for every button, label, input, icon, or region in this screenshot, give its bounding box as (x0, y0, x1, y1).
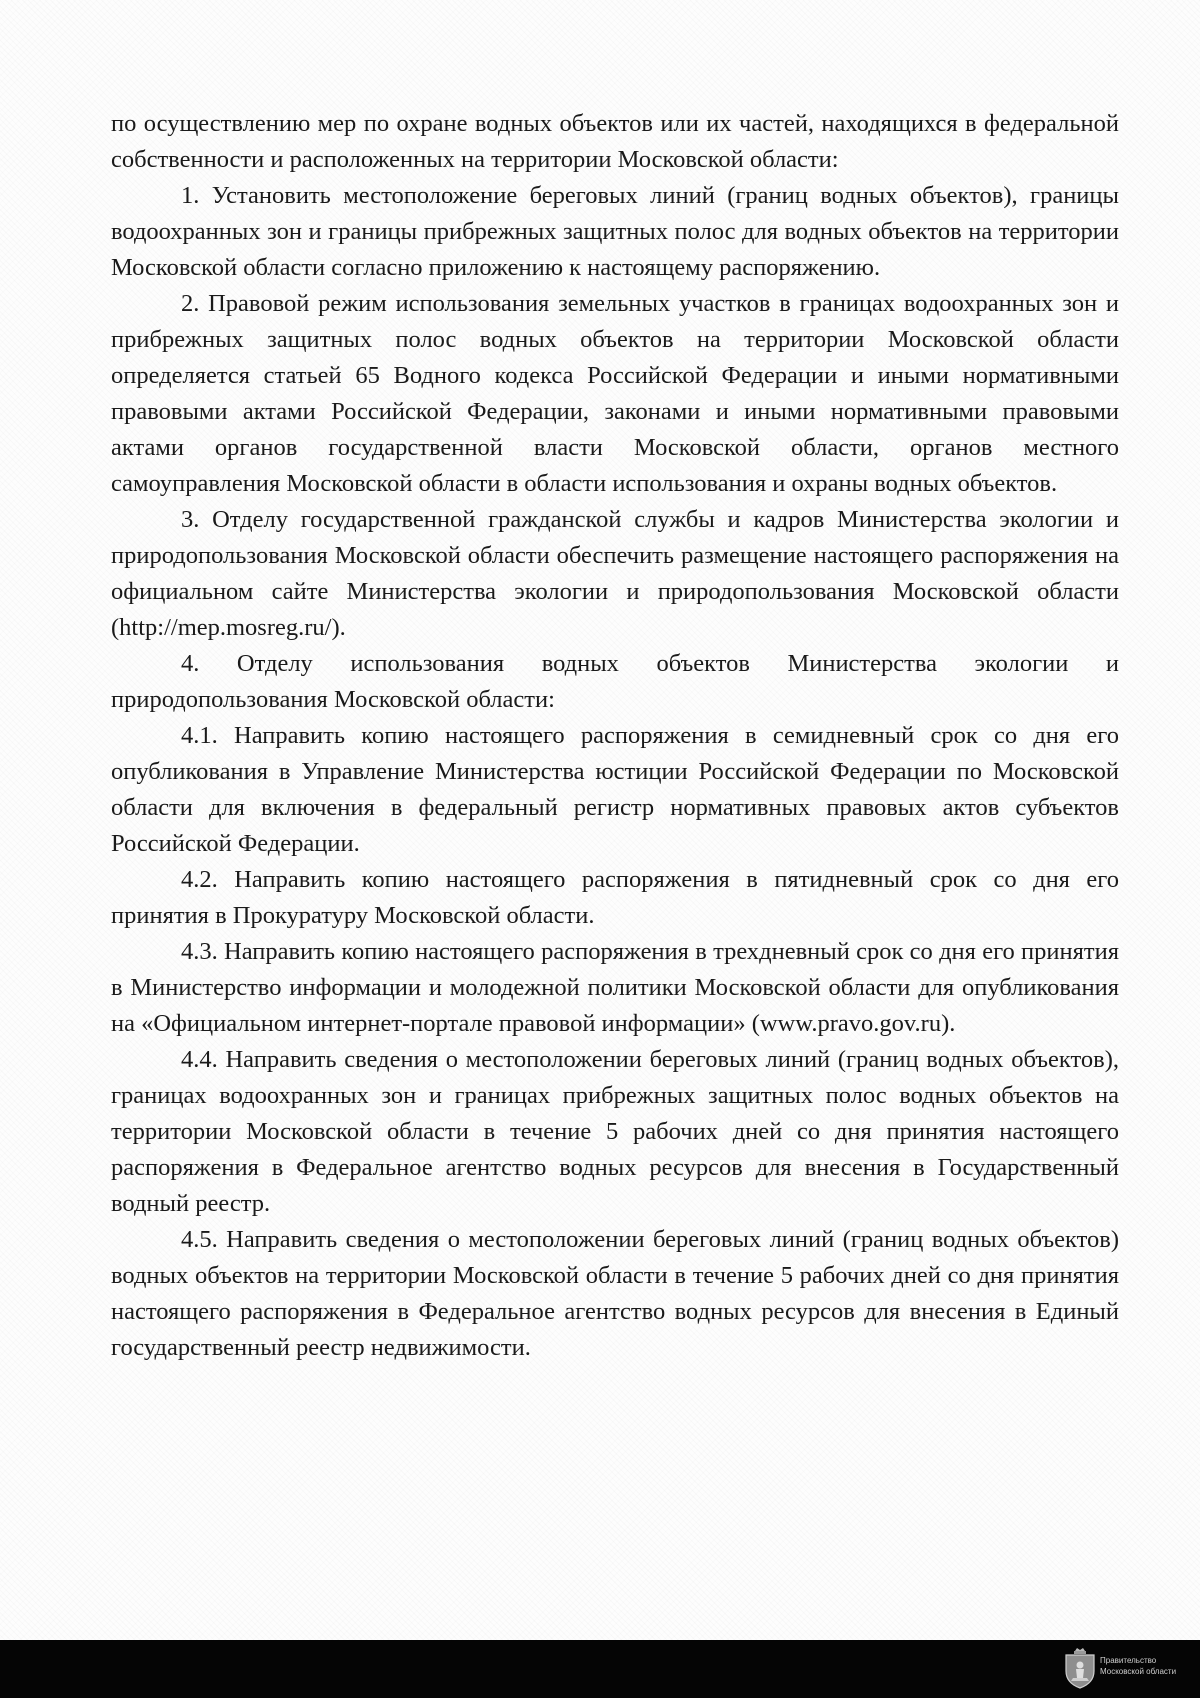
footer-caption-line-2: Московской области (1100, 1667, 1177, 1676)
paragraph-item-4-1: 4.1. Направить копию настоящего распоряжения в семидневный срок со дня его опубликования в Управление Министерства юстиции Российской Федерации по Московской области для включения в федеральный регистр нормативных правовых актов субъектов Российской Федерации. (111, 722, 1119, 857)
paragraph-item-4: 4. Отделу использования водных объектов Министерства экологии и природопользования Московской области: (111, 650, 1119, 713)
paragraph-item-1: 1. Установить местоположение береговых линий (границ водных объектов), границы водоохранных зон и границы прибрежных защитных полос для водных объектов на территории Московской области согласно приложению к настоящему распоряжению. (111, 182, 1119, 281)
paragraph-intro-continuation: по осуществлению мер по охране водных объектов или их частей, находящихся в федеральной собственности и расположенных на территории Московской области: (111, 110, 1119, 173)
footer-bar (0, 1640, 1200, 1698)
footer-caption-line-1: Правительство (1100, 1656, 1157, 1665)
paragraph-item-4-5: 4.5. Направить сведения о местоположении береговых линий (границ водных объектов) водных объектов на территории Московской области в течение 5 рабочих дней со дня принятия настоящего распоряжения в Федеральное агентство водных ресурсов для внесения в Единый государственный реестр недвижимости. (111, 1226, 1119, 1361)
paragraph-item-4-4: 4.4. Направить сведения о местоположении береговых линий (границ водных объектов), границах водоохранных зон и границах прибрежных защитных полос водных объектов на территории Московской области в течение 5 рабочих дней со дня принятия настоящего распоряжения в Федеральное агентство водных ресурсов для внесения в Государственный водный реестр. (111, 1046, 1119, 1217)
paragraph-item-4-2: 4.2. Направить копию настоящего распоряжения в пятидневный срок со дня его принятия в Прокуратуру Московской области. (111, 866, 1119, 929)
coat-of-arms-icon (1063, 1647, 1097, 1689)
footer-caption (1100, 1655, 1196, 1677)
document-body (111, 106, 1119, 1366)
paragraph-item-3: 3. Отделу государственной гражданской службы и кадров Министерства экологии и природопользования Московской области обеспечить размещение настоящего распоряжения на официальном сайте Министерства экологии и природопользования Московской области (http://mep.mosreg.ru/). (111, 506, 1119, 641)
paragraph-item-4-3: 4.3. Направить копию настоящего распоряжения в трехдневный срок со дня его принятия в Министерство информации и молодежной политики Московской области для опубликования на «Официальном интернет-портале правовой информации» (www.pravo.gov.ru). (111, 938, 1119, 1037)
paragraph-item-2: 2. Правовой режим использования земельных участков в границах водоохранных зон и прибрежных защитных полос водных объектов на территории Московской области определяется статьей 65 Водного кодекса Российской Федерации и иными нормативными правовыми актами Российской Федерации, законами и иными нормативными правовыми актами органов государственной власти Московской области, органов местного самоуправления Московской области в области использования и охраны водных объектов. (111, 290, 1119, 497)
